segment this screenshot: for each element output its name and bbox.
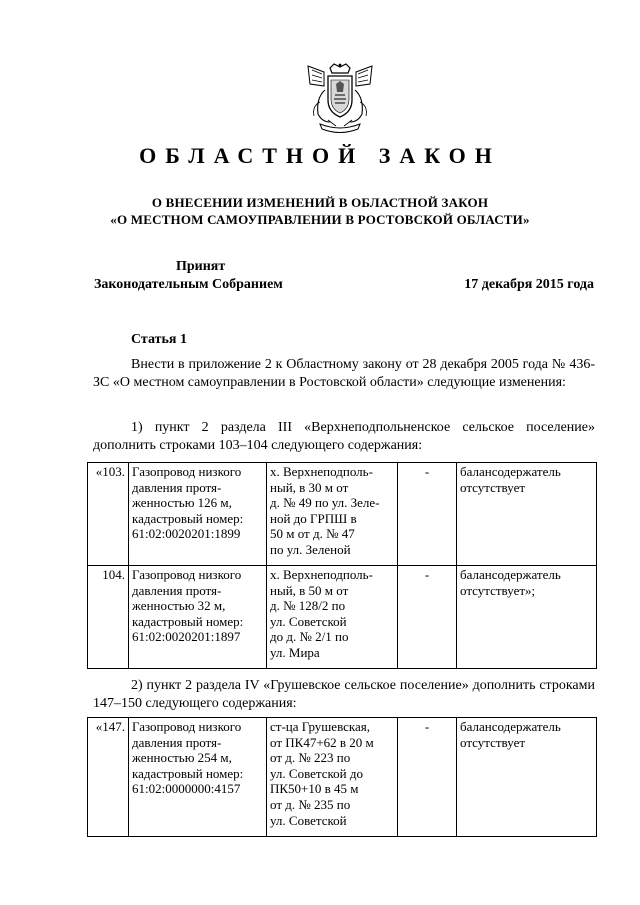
cell-line: кадастровый номер: xyxy=(132,613,244,629)
balance-holder-cell xyxy=(457,566,597,669)
cell-line: ПК50+10 в 45 м xyxy=(270,781,359,797)
cell-line: отсутствует xyxy=(460,734,526,750)
cell-line: х. Верхнеподполь- xyxy=(270,464,373,479)
article-heading: Статья 1 xyxy=(131,332,187,347)
article-item2-paragraph: 2) пункт 2 раздела IV «Грушевское сельское поселение» дополнить строками 147–150 следующего содержания: xyxy=(93,678,595,711)
cell-line: от д. № 235 по xyxy=(270,796,351,812)
cell-line: балансодержатель xyxy=(460,719,561,734)
cell-line: ный, в 50 м от xyxy=(270,582,349,598)
cell-line: д. № 128/2 по xyxy=(270,598,346,614)
cell-line: отсутствует xyxy=(460,479,526,495)
cell-line: женностью 254 м, xyxy=(132,750,232,766)
cell-line: кадастровый номер: xyxy=(132,765,244,781)
law-subtitle-line1: О ВНЕСЕНИИ ИЗМЕНЕНИЙ В ОБЛАСТНОЙ ЗАКОН xyxy=(151,195,489,210)
object-location-cell xyxy=(267,566,398,669)
cell-line: ул. Мира xyxy=(270,644,320,660)
cell-line: Газопровод низкого xyxy=(132,464,242,479)
article-item1-paragraph: 1) пункт 2 раздела III «Верхнеподпольненское сельское поселение» дополнить строками 103–104 следующего содержания: xyxy=(93,420,595,453)
cell-line: ной до ГРПШ в xyxy=(270,510,357,526)
cell-line: Газопровод низкого xyxy=(132,567,242,582)
cell-line: женностью 126 м, xyxy=(132,495,232,511)
cell-line: давления протя- xyxy=(132,479,222,495)
table-row xyxy=(88,718,597,837)
law-title: ОБЛАСТНОЙ ЗАКОН xyxy=(139,143,501,168)
cell-line: 61:02:0020201:1897 xyxy=(132,629,241,645)
cell-line: женностью 32 м, xyxy=(132,598,226,614)
object-location-cell xyxy=(267,718,398,837)
cell-line: ный, в 30 м от xyxy=(270,479,349,495)
object-name-cell xyxy=(129,566,267,669)
cell-line: ул. Советской до xyxy=(270,765,364,781)
balance-holder-cell xyxy=(457,463,597,566)
cell-line: х. Верхнеподполь- xyxy=(270,567,373,582)
cell-line: балансодержатель xyxy=(460,567,561,582)
cell-line: от д. № 223 по xyxy=(270,750,351,766)
balance-holder-cell xyxy=(457,718,597,837)
object-location-cell xyxy=(267,463,398,566)
table-row xyxy=(88,463,597,566)
object-name-cell xyxy=(129,718,267,837)
cell-line: от ПК47+62 в 20 м xyxy=(270,734,374,750)
row-number: «103. xyxy=(88,463,129,566)
table-row xyxy=(88,566,597,669)
amendment-table-1 xyxy=(87,462,597,669)
cell-line: кадастровый номер: xyxy=(132,510,244,526)
dash-cell: - xyxy=(398,463,457,566)
cell-line: давления протя- xyxy=(132,734,222,750)
cell-line: ул. Советской xyxy=(270,812,347,828)
adopted-by: Законодательным Собранием xyxy=(94,277,283,292)
amendment-table-2 xyxy=(87,717,597,837)
cell-line: по ул. Зеленой xyxy=(270,541,351,557)
cell-line: 61:02:0020201:1899 xyxy=(132,526,241,542)
adoption-date: 17 декабря 2015 года xyxy=(464,277,594,292)
article-intro-paragraph: Внести в приложение 2 к Областному закону от 28 декабря 2005 года № 436-ЗС «О местном самоуправлении в Ростовской области» следующие изменения: xyxy=(93,357,595,390)
cell-line: ул. Советской xyxy=(270,613,347,629)
cell-line: д. № 49 по ул. Зеле- xyxy=(270,495,380,511)
coat-of-arms-emblem xyxy=(298,62,382,134)
cell-line: Газопровод низкого xyxy=(132,719,242,734)
adopted-label: Принят xyxy=(176,259,226,274)
cell-line: 50 м от д. № 47 xyxy=(270,526,355,542)
cell-line: до д. № 2/1 по xyxy=(270,629,349,645)
cell-line: отсутствует»; xyxy=(460,582,536,598)
cell-line: балансодержатель xyxy=(460,464,561,479)
dash-cell: - xyxy=(398,566,457,669)
row-number: 104. xyxy=(88,566,129,669)
object-name-cell xyxy=(129,463,267,566)
law-subtitle-line2: «О МЕСТНОМ САМОУПРАВЛЕНИИ В РОСТОВСКОЙ ОБЛАСТИ» xyxy=(110,212,530,227)
cell-line: давления протя- xyxy=(132,582,222,598)
dash-cell: - xyxy=(398,718,457,837)
row-number: «147. xyxy=(88,718,129,837)
cell-line: ст-ца Грушевская, xyxy=(270,719,371,734)
cell-line: 61:02:0000000:4157 xyxy=(132,781,241,797)
